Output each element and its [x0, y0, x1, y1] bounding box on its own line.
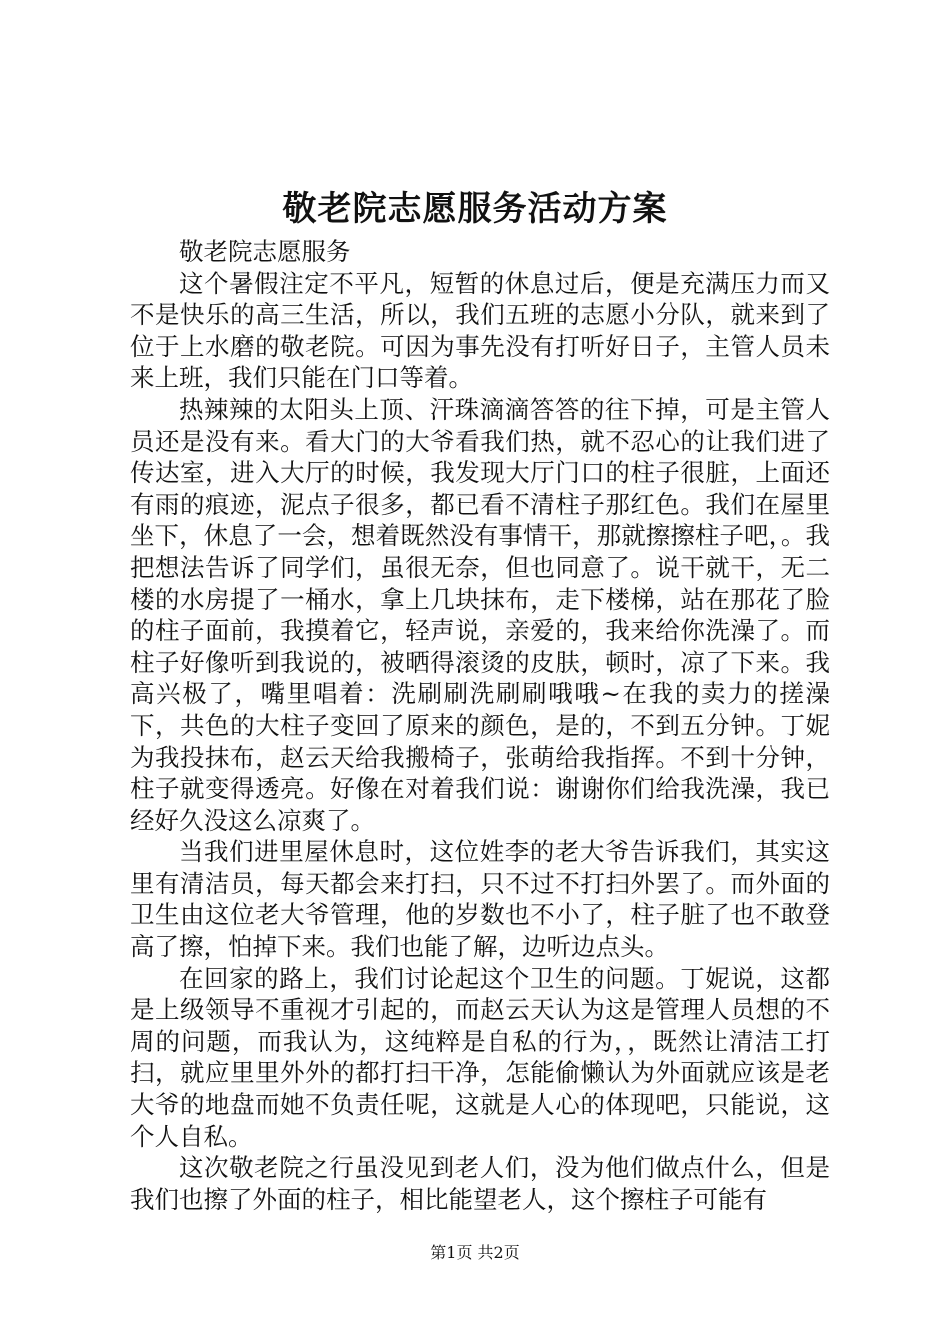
- paragraph: 这个暑假注定不平凡，短暂的休息过后，便是充满压力而又不是快乐的高三生活，所以，我们五班的志愿小分队，就来到了位于上水磨的敬老院。可因为事先没有打听好日子，主管人员未来上班，我们只能在门口等着。: [130, 268, 830, 393]
- document-title: 敬老院志愿服务活动方案: [282, 189, 668, 229]
- paragraph: 当我们进里屋休息时，这位姓李的老大爷告诉我们，其实这里有清洁员，每天都会来打扫，只不过不打扫外罢了。而外面的卫生由这位老大爷管理，他的岁数也不小了，柱子脏了也不敢登高了擦，怕掉下来。我们也能了解，边听边点头。: [130, 837, 830, 962]
- page-footer: 第1页 共2页: [430, 1243, 520, 1262]
- document-body: [130, 236, 830, 1215]
- paragraph-subtitle: 敬老院志愿服务: [179, 237, 351, 266]
- paragraph: 这次敬老院之行虽没见到老人们，没为他们做点什么，但是我们也擦了外面的柱子，相比能望老人，这个擦柱子可能有: [130, 1153, 830, 1214]
- paragraph: 在回家的路上，我们讨论起这个卫生的问题。丁妮说，这都是上级领导不重视才引起的，而赵云天认为这是管理人员想的不周的问题，而我认为，这纯粹是自私的行为，，既然让清洁工打扫，就应里里外外的都打扫干净，怎能偷懒认为外面就应该是老大爷的地盘而她不负责任呢，这就是人心的体现吧，只能说，这个人自私。: [130, 963, 830, 1151]
- paragraph: 热辣辣的太阳头上顶、汗珠滴滴答答的往下掉，可是主管人员还是没有来。看大门的大爷看我们热，就不忍心的让我们进了传达室，进入大厅的时候，我发现大厅门口的柱子很脏，上面还有雨的痕迹，泥点子很多，都已看不清柱子那红色。我们在屋里坐下，休息了一会，想着既然没有事情干，那就擦擦柱子吧，。我把想法告诉了同学们，虽很无奈，但也同意了。说干就干，无二楼的水房提了一桶水，拿上几块抹布，走下楼梯，站在那花了脸的柱子面前，我摸着它，轻声说，亲爱的，我来给你洗澡了。而柱子好像听到我说的，被晒得滚烫的皮肤，顿时，凉了下来。我高兴极了，嘴里唱着：洗刷刷洗刷刷哦哦~在我的卖力的搓澡下，共色的大柱子变回了原来的颜色，是的，不到五分钟。丁妮为我投抹布，赵云天给我搬椅子，张萌给我指挥。不到十分钟，柱子就变得透亮。好像在对着我们说：谢谢你们给我洗澡，我已经好久没这么凉爽了。: [130, 394, 830, 835]
